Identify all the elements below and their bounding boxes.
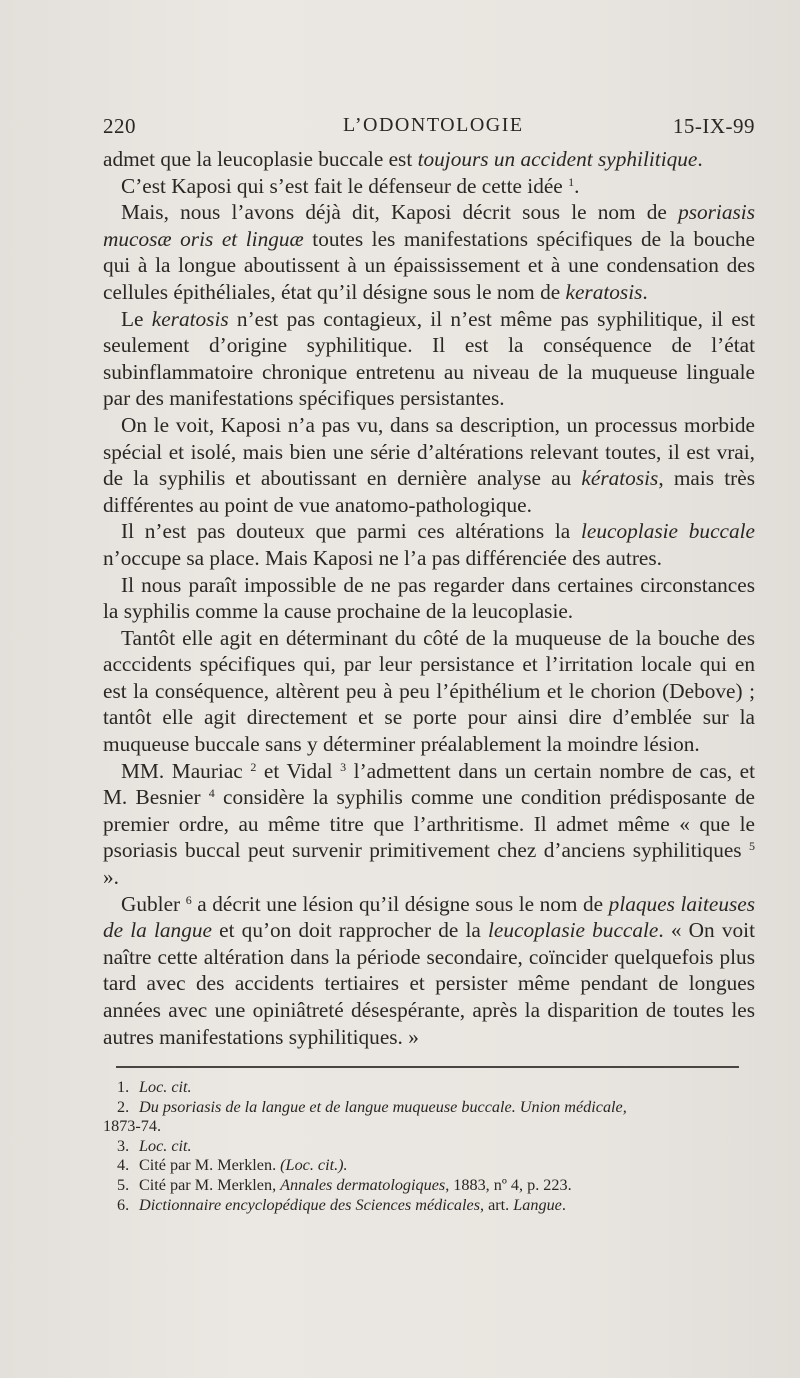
emphasis: leucoplasie buccale: [488, 918, 659, 943]
page-number: 220: [103, 114, 136, 138]
paragraph-3: Mais, nous l’avons déjà dit, Kaposi décrit sous le nom de psoriasis mucosæ oris et linguæ toutes les manifestations spécifiques de la bouche qui à la longue aboutissent à un épaississement et à une condensation des cellules épithéliales, état qu’il désigne sous le nom de keratosis.: [103, 200, 755, 304]
footnote-5: 5. Cité par M. Merklen, Annales dermatologiques, 1883, nº 4, p. 223.: [117, 1175, 572, 1194]
footnote-ref-4: 4: [208, 786, 215, 801]
journal-title: L’ODONTOLOGIE: [343, 114, 524, 136]
paragraph-10: Gubler $^6$ a décrit une lésion qu’il désigne sous le nom de plaques laiteuses de la langue et qu’on doit rapprocher de la leucoplasie buccale. « On voit naître cette altération dans la période secondaire, coïncider quelquefois plus tard avec des accidents tertiaires et persister même pendant de longues années avec une opiniâtreté désespérante, après la disparition de toutes les autres manifestations syphilitiques. »: [103, 891, 755, 1049]
footnote-6: 6. Dictionnaire encyclopédique des Sciences médicales, art. Langue.: [117, 1195, 566, 1214]
footnote-ref-1: 1: [568, 174, 575, 189]
paragraph-8: Tantôt elle agit en déterminant du côté de la muqueuse de la bouche des acccidents spécifiques qui, par leur persistance et l’irritation locale qui en est la conséquence, altèrent peu à peu l’épithélium et le chorion (Debove) ; tantôt elle agit directement et se porte pour ainsi dire d’emblée sur la muqueuse buccale sans y déterminer préalablement la moindre lésion.: [103, 625, 755, 757]
footnote-2-continuation: 1873-74.: [103, 1117, 161, 1136]
paragraph-9: MM. Mauriac $^2$ et Vidal $^3$ l’admettent dans un certain nombre de cas, et M. Besnier $^4$ considère la syphilis comme une condition prédisposante de premier ordre, au même titre que l’arthritisme. Il admet même « que le psoriasis buccal peut survenir primitivement chez d’anciens syphilitiques $^5$ ».: [103, 758, 756, 890]
emphasis: toujours un accident syphilitique: [417, 147, 698, 171]
emphasis: psoriasis mucosæ oris et linguæ: [103, 200, 755, 251]
paragraph-1: admet que la leucoplasie buccale est toujours un accident syphilitique.: [103, 147, 703, 171]
paragraph-7: Il nous paraît impossible de ne pas regarder dans certaines circonstances la syphilis comme la cause prochaine de la leucoplasie.: [103, 572, 755, 624]
paragraph-5: On le voit, Kaposi n’a pas vu, dans sa description, un processus morbide spécial et isolé, mais bien une série d’altérations relevant toutes, il est vrai, de la syphilis et aboutissant en dernière analyse au kératosis, mais très différentes au point de vue anatomo-pathologique.: [103, 412, 755, 517]
footnote-3: 3. Loc. cit.: [117, 1136, 192, 1155]
footnote-ref-6: 6: [185, 892, 192, 907]
paragraph-6: Il n’est pas douteux que parmi ces altérations la leucoplasie buccale n’occupe sa place. Mais Kaposi ne l’a pas différenciée des autres.: [103, 519, 755, 570]
footnote-2: 2. Du psoriasis de la langue et de langue muqueuse buccale. Union médicale,: [117, 1097, 627, 1116]
emphasis: keratosis: [565, 279, 643, 304]
paragraph-2: C’est Kaposi qui s’est fait le défenseur de cette idée $^1$.: [121, 173, 580, 198]
footnote-ref-2: 2: [250, 759, 257, 774]
emphasis: kératosis: [581, 466, 659, 491]
emphasis: plaques laiteuses de la langue: [103, 891, 755, 943]
emphasis: keratosis: [151, 306, 229, 331]
footnote-4: 4. Cité par M. Merklen. (Loc. cit.).: [117, 1156, 348, 1175]
issue-date: 15-IX-99: [672, 114, 755, 138]
footnote-1: 1. Loc. cit.: [117, 1078, 192, 1096]
running-header: [103, 114, 755, 142]
footnote-divider: [116, 1066, 739, 1068]
footnotes: [103, 1078, 755, 1215]
emphasis: leucoplasie buccale: [581, 519, 755, 544]
paragraph-4: Le keratosis n’est pas contagieux, il n’est même pas syphilitique, il est seulement d’origine syphilitique. Il est la conséquence de l’état subinflammatoire chronique entretenu au niveau de la muqueuse linguale par des manifestations spécifiques persistantes.: [103, 306, 756, 411]
footnote-ref-5: 5: [749, 839, 755, 854]
footnote-ref-3: 3: [340, 759, 347, 774]
body-text: [103, 146, 755, 1050]
